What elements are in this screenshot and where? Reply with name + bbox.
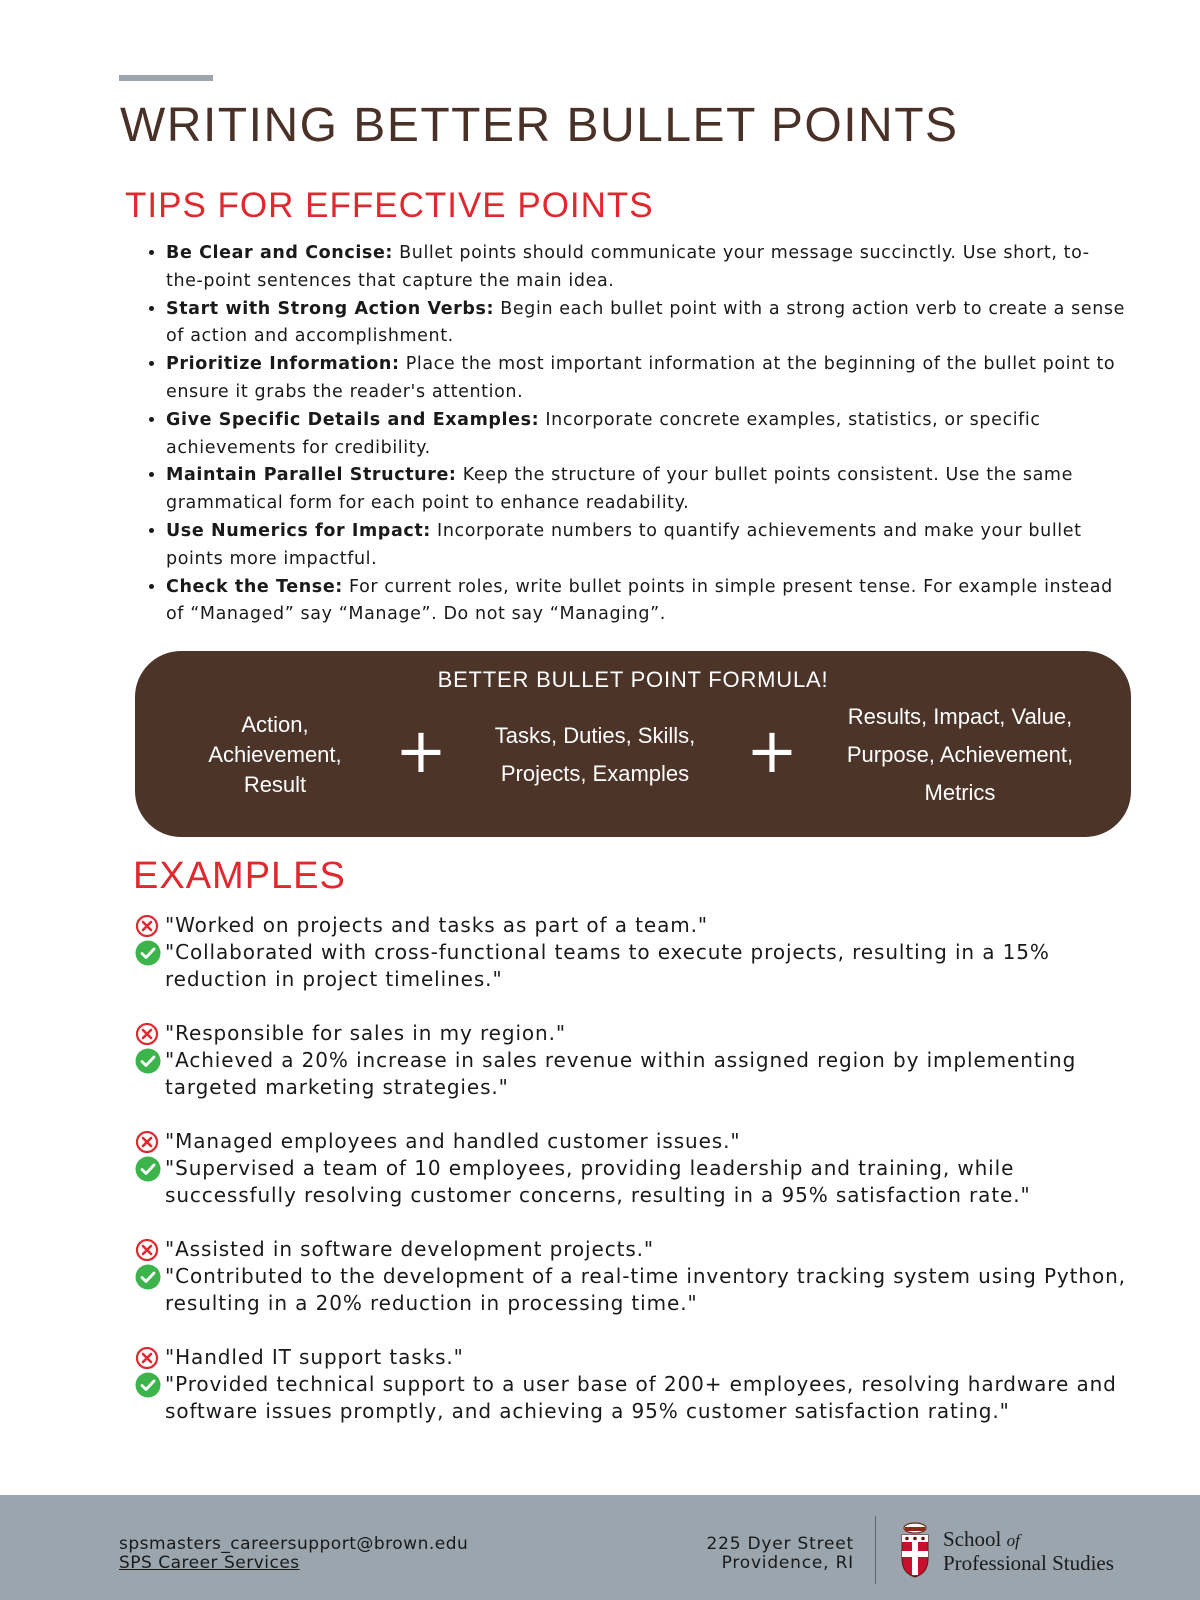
x-circle-icon	[135, 1344, 165, 1371]
formula-part-tasks: Tasks, Duties, Skills, Projects, Examples	[494, 723, 696, 786]
tip-title: Maintain Parallel Structure:	[166, 465, 457, 486]
bad-example	[135, 1344, 1135, 1371]
tip-item	[166, 351, 1126, 407]
address-street: 225 Dyer Street	[706, 1534, 854, 1554]
tip-item	[166, 296, 1126, 352]
logo-word-of: of	[1006, 1531, 1020, 1550]
x-circle-icon	[135, 1236, 165, 1263]
good-example	[135, 1155, 1135, 1209]
tip-title: Use Numerics for Impact:	[166, 520, 431, 541]
logo-word-school: School	[943, 1527, 1007, 1551]
check-circle-icon	[135, 1155, 165, 1182]
formula-banner	[135, 651, 1131, 837]
bad-example	[135, 1020, 1135, 1047]
example-pair	[135, 1020, 1135, 1101]
page-title: WRITING BETTER BULLET POINTS	[120, 99, 959, 152]
good-example-text: "Contributed to the development of a real-time inventory tracking system using Python, resulting in a 20% reduction in processing time."	[165, 1264, 1126, 1315]
formula-title: BETTER BULLET POINT FORMULA!	[437, 667, 829, 692]
examples-heading: EXAMPLES	[133, 855, 346, 897]
tip-text: Incorporate numbers to quantify achievements and make your bullet points more impactful.	[166, 520, 1082, 569]
bad-example-text: "Handled IT support tasks."	[165, 1345, 464, 1369]
good-example	[135, 1263, 1135, 1317]
tip-item	[166, 407, 1126, 463]
check-circle-icon	[135, 1263, 165, 1290]
good-example	[135, 1047, 1135, 1101]
tip-title: Start with Strong Action Verbs:	[166, 298, 495, 319]
tip-text: For current roles, write bullet points in simple present tense. For example instead of “Managed” say “Manage”. Do not say “Managing”.	[166, 576, 1113, 625]
tip-text: Bullet points should communicate your message succinctly. Use short, to-the-point sentences that capture the main idea.	[166, 243, 1090, 291]
x-circle-icon	[135, 1020, 165, 1047]
bad-example	[135, 912, 1135, 939]
bad-example-text: "Managed employees and handled customer issues."	[165, 1129, 741, 1153]
logo-wordmark-line2: Professional Studies	[943, 1551, 1114, 1575]
examples-list	[135, 912, 1135, 1452]
logo-wordmark-line1	[943, 1527, 1020, 1552]
plus-icon: +	[746, 714, 798, 787]
tip-title: Prioritize Information:	[166, 354, 400, 375]
top-accent-rule	[119, 75, 213, 81]
bad-example	[135, 1236, 1135, 1263]
good-example-text: "Provided technical support to a user base of 200+ employees, resolving hardware and software issues promptly, and achieving a 95% customer satisfaction rating."	[165, 1372, 1117, 1423]
tips-list	[140, 240, 1126, 629]
tips-heading: TIPS FOR EFFECTIVE POINTS	[125, 186, 654, 225]
good-example-text: "Collaborated with cross-functional teams to execute projects, resulting in a 15% reduction in project timelines."	[165, 940, 1050, 991]
x-circle-icon	[135, 912, 165, 939]
check-circle-icon	[135, 939, 165, 966]
bad-example-text: "Worked on projects and tasks as part of a team."	[165, 913, 709, 937]
good-example-text: "Achieved a 20% increase in sales revenue within assigned region by implementing targeted marketing strategies."	[165, 1048, 1077, 1099]
tip-text: Keep the structure of your bullet points consistent. Use the same grammatical form for each point to enhance readability.	[166, 465, 1073, 514]
footer-email[interactable]: spsmasters_careersupport@brown.edu	[119, 1534, 469, 1554]
tip-item	[166, 574, 1126, 630]
example-pair	[135, 1236, 1135, 1317]
tip-item	[166, 240, 1126, 296]
bad-example	[135, 1128, 1135, 1155]
plus-icon: +	[395, 714, 447, 787]
x-circle-icon	[135, 1128, 165, 1155]
formula-part-action: Action, Achievement, Result	[208, 712, 342, 797]
tip-title: Give Specific Details and Examples:	[166, 409, 540, 430]
bad-example-text: "Assisted in software development projects."	[165, 1237, 655, 1261]
example-pair	[135, 912, 1135, 993]
tip-text: Place the most important information at the beginning of the bullet point to ensure it grabs the reader's attention.	[166, 354, 1116, 402]
brown-shield-logo	[900, 1521, 930, 1579]
good-example-text: "Supervised a team of 10 employees, providing leadership and training, while successfully resolving customer concerns, resulting in a 95% satisfaction rate."	[165, 1156, 1031, 1207]
tip-item	[166, 518, 1126, 574]
tip-item	[166, 462, 1126, 518]
check-circle-icon	[135, 1047, 165, 1074]
tip-text: Incorporate concrete examples, statistics, or specific achievements for credibility.	[166, 409, 1041, 458]
tip-title: Check the Tense:	[166, 576, 343, 597]
good-example	[135, 939, 1135, 993]
career-services-link[interactable]: SPS Career Services	[119, 1553, 300, 1573]
good-example	[135, 1371, 1135, 1425]
example-pair	[135, 1344, 1135, 1425]
check-circle-icon	[135, 1371, 165, 1398]
tip-title: Be Clear and Concise:	[166, 243, 394, 263]
example-pair	[135, 1128, 1135, 1209]
tip-text: Begin each bullet point with a strong action verb to create a sense of action and accomplishment.	[166, 298, 1126, 347]
bad-example-text: "Responsible for sales in my region."	[165, 1021, 566, 1045]
formula-part-results: Results, Impact, Value, Purpose, Achievement, Metrics	[846, 704, 1074, 805]
footer-divider	[875, 1516, 876, 1584]
address-city: Providence, RI	[721, 1553, 854, 1573]
